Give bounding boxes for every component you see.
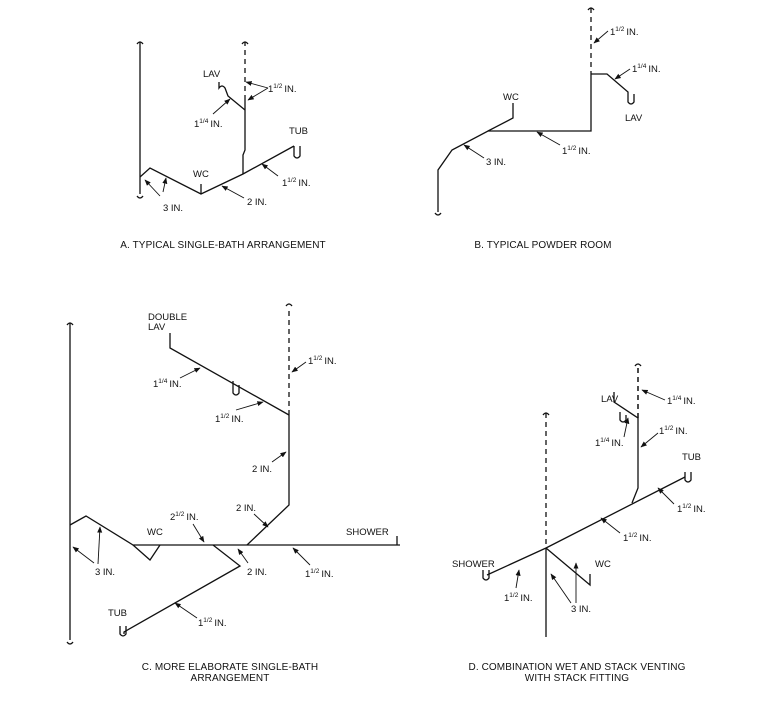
dimension-arrow-icon xyxy=(193,524,204,542)
dimension-arrow-icon xyxy=(642,390,665,400)
caption-c-line2: ARRANGEMENT xyxy=(190,673,270,684)
label-double-lav: LAV xyxy=(148,322,166,333)
lav-branch xyxy=(243,100,245,174)
dimension-arrow-icon xyxy=(594,31,608,43)
dimension-arrow-icon xyxy=(516,570,519,588)
caption-b: B. TYPICAL POWDER ROOM xyxy=(474,240,612,251)
panel-b xyxy=(435,8,660,251)
size-label: $1^{1/2}$ IN. xyxy=(659,425,688,437)
dimension-arrow-icon xyxy=(272,452,286,462)
size-label: 3 IN. xyxy=(486,157,507,168)
dimension-arrow-icon xyxy=(236,402,263,410)
wc-branch xyxy=(546,548,590,585)
label-wc: WC xyxy=(595,559,611,570)
lav-riser xyxy=(247,415,289,545)
size-label: $1^{1/2}$ IN. xyxy=(215,413,244,425)
size-label: $1^{1/4}$ IN. xyxy=(667,395,696,407)
size-label: $2^{1/2}$ IN. xyxy=(170,511,199,523)
dimension-arrow-icon xyxy=(293,548,310,565)
size-label: $1^{1/2}$ IN. xyxy=(504,592,533,604)
label-lav: LAV xyxy=(625,113,643,124)
label-tub: TUB xyxy=(108,608,127,619)
size-label: $1^{1/4}$ IN. xyxy=(632,63,661,75)
dimension-arrow-icon xyxy=(262,164,278,176)
dimension-arrow-icon xyxy=(246,82,268,88)
size-label: 3 IN. xyxy=(163,203,184,214)
size-label: 2 IN. xyxy=(252,464,273,475)
dimension-arrow-icon xyxy=(73,547,94,563)
dimension-arrow-icon xyxy=(551,574,571,603)
label-lav: LAV xyxy=(203,69,221,80)
label-lav: LAV xyxy=(601,394,619,405)
dimension-arrow-icon xyxy=(175,603,197,618)
size-label: $1^{1/2}$ IN. xyxy=(282,177,311,189)
dimension-arrow-icon xyxy=(238,549,248,563)
size-label: $1^{1/4}$ IN. xyxy=(194,118,223,130)
panel-a xyxy=(120,42,325,251)
wet-vent-line xyxy=(487,477,685,575)
size-label: $1^{1/2}$ IN. xyxy=(305,568,334,580)
label-double-lav: DOUBLE xyxy=(148,312,188,323)
label-wc: WC xyxy=(147,527,163,538)
wc-connection xyxy=(133,545,160,560)
dimension-arrow-icon xyxy=(292,362,306,372)
dimension-arrow-icon xyxy=(222,186,244,198)
label-wc: WC xyxy=(503,92,519,103)
dimension-arrow-icon xyxy=(163,178,166,192)
size-label: $1^{1/4}$ IN. xyxy=(595,437,624,449)
dimension-arrow-icon xyxy=(98,527,100,564)
caption-c-line1: C. MORE ELABORATE SINGLE-BATH xyxy=(141,662,319,673)
fixture-trap-icon xyxy=(591,74,634,104)
panel-c xyxy=(67,304,400,684)
size-label: $1^{1/2}$ IN. xyxy=(677,503,706,515)
break-mark-icon xyxy=(67,642,73,644)
size-label: 3 IN. xyxy=(95,567,116,578)
wc-riser xyxy=(488,103,513,131)
dimension-arrow-icon xyxy=(615,69,630,79)
caption-d-line2: WITH STACK FITTING xyxy=(524,673,630,684)
label-wc: WC xyxy=(193,169,209,180)
break-mark-icon xyxy=(286,304,292,306)
dimension-arrow-icon xyxy=(254,514,268,527)
dimension-arrow-icon xyxy=(248,88,268,100)
size-label: 2 IN. xyxy=(236,503,257,514)
size-label: $1^{1/2}$ IN. xyxy=(198,617,227,629)
size-label: $1^{1/2}$ IN. xyxy=(610,26,639,38)
size-label: $1^{1/2}$ IN. xyxy=(268,83,297,95)
dimension-arrow-icon xyxy=(213,99,230,114)
dimension-arrow-icon xyxy=(145,180,160,196)
fixture-trap-icon xyxy=(233,381,239,395)
size-label: 2 IN. xyxy=(247,197,268,208)
size-label: $1^{1/2}$ IN. xyxy=(308,355,337,367)
caption-d-line1: D. COMBINATION WET AND STACK VENTING xyxy=(468,662,686,673)
fixture-trap-icon xyxy=(620,412,626,422)
dimension-arrow-icon xyxy=(464,145,484,158)
size-label: $1^{1/2}$ IN. xyxy=(562,145,591,157)
size-label: $1^{1/4}$ IN. xyxy=(153,378,182,390)
building-drain xyxy=(140,146,294,194)
label-tub: TUB xyxy=(289,126,308,137)
dimension-arrow-icon xyxy=(601,518,620,533)
size-label: 3 IN. xyxy=(571,604,592,615)
break-mark-icon xyxy=(137,196,143,198)
dimension-arrow-icon xyxy=(180,368,200,378)
panel-d xyxy=(452,364,705,684)
label-shower: SHOWER xyxy=(452,559,495,570)
fixture-trap-icon xyxy=(294,146,300,158)
fixture-trap-icon xyxy=(685,472,691,482)
dimension-arrow-icon xyxy=(658,488,674,504)
break-mark-icon xyxy=(635,364,641,366)
size-label: 2 IN. xyxy=(247,567,268,578)
dimension-arrow-icon xyxy=(537,132,560,145)
caption-a: A. TYPICAL SINGLE-BATH ARRANGEMENT xyxy=(120,240,326,251)
dimension-arrow-icon xyxy=(641,433,658,447)
label-shower: SHOWER xyxy=(346,527,389,538)
label-tub: TUB xyxy=(682,452,701,463)
size-label: $1^{1/2}$ IN. xyxy=(623,532,652,544)
break-mark-icon xyxy=(435,213,441,215)
